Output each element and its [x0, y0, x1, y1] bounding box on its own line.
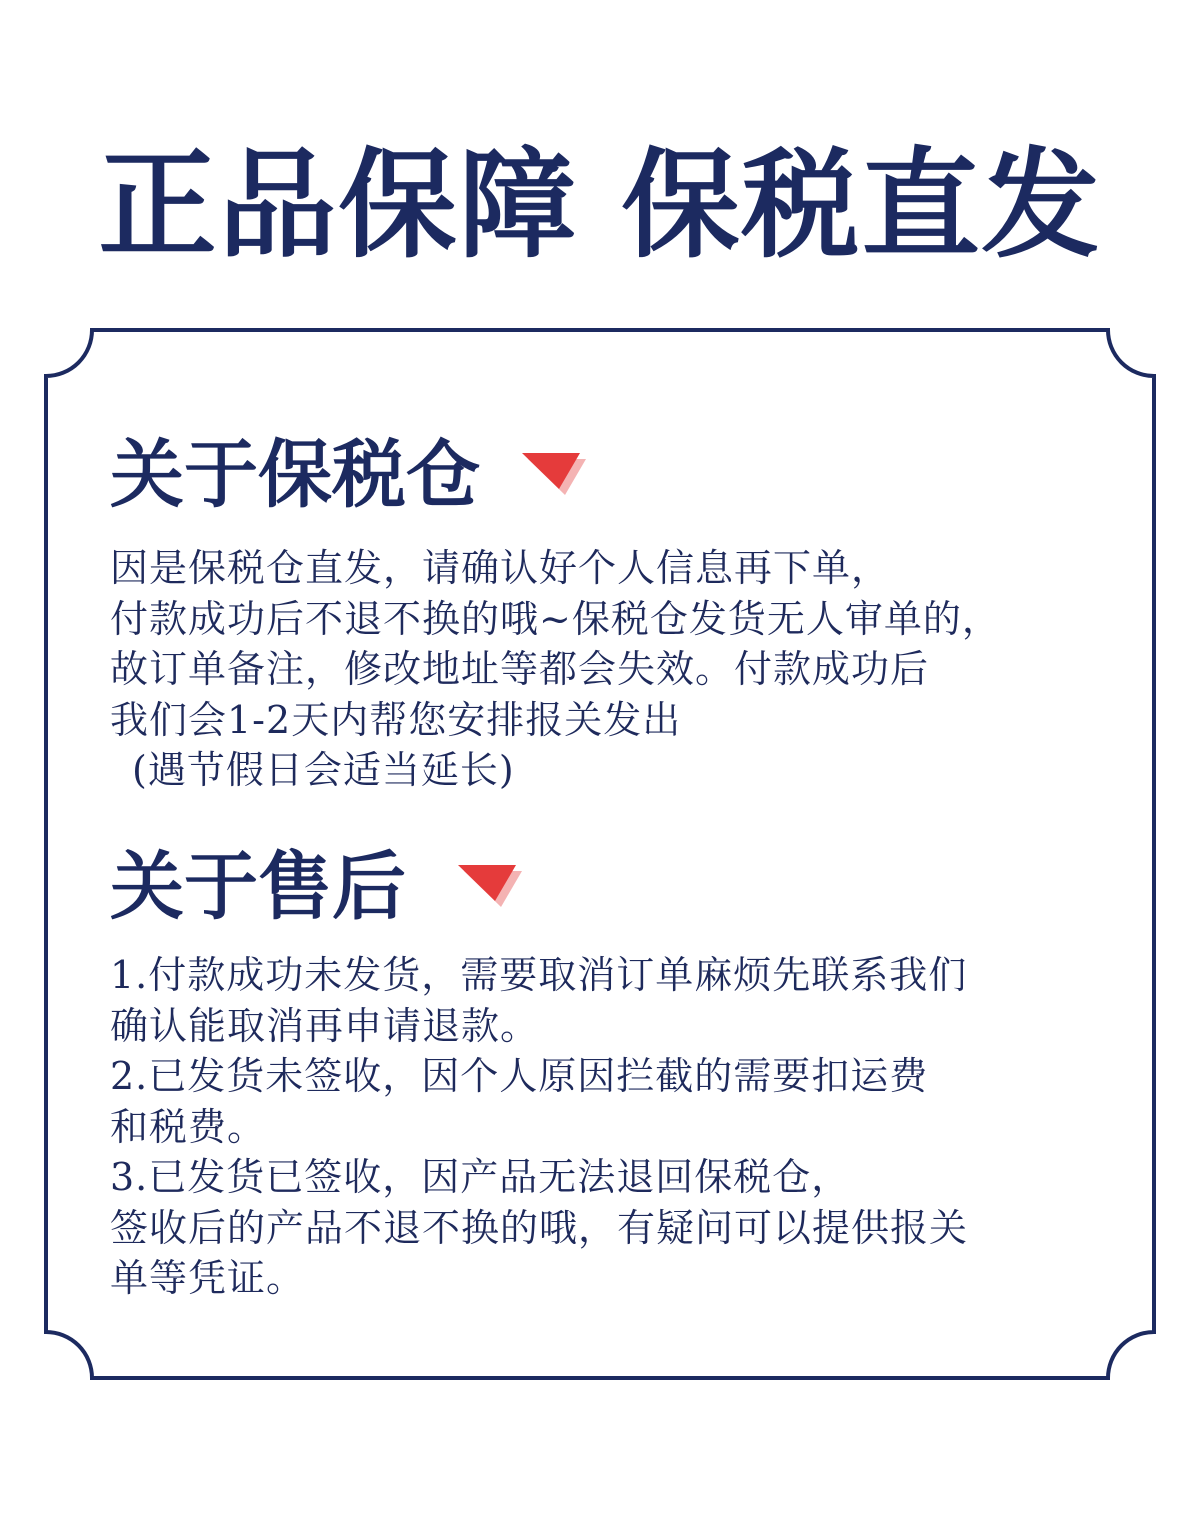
text-line: 2.已发货未签收，因个人原因拦截的需要扣运费 — [110, 1054, 929, 1098]
after-sales-text — [110, 950, 1100, 1304]
text-line: 1.付款成功未发货，需要取消订单麻烦先联系我们 — [110, 953, 968, 997]
text-line: 因是保税仓直发，请确认好个人信息再下单， — [110, 546, 891, 590]
text-line: 和税费。 — [110, 1104, 267, 1149]
section-heading-bonded-warehouse — [110, 430, 590, 520]
section-heading-after-sales — [110, 842, 526, 932]
red-triangle-marker-icon — [456, 863, 526, 911]
page-title: 正品保障 保税直发 — [98, 135, 1102, 274]
section-heading-label: 关于售后 — [110, 844, 406, 930]
text-line: 我们会1-2天内帮您安排报关发出 — [110, 697, 682, 742]
bonded-warehouse-text — [110, 543, 1100, 796]
text-line: 故订单备注，修改地址等都会失效。付款成功后 — [110, 647, 930, 691]
text-line: 单等凭证。 — [110, 1256, 306, 1300]
text-line: 确认能取消再申请退款。 — [110, 1003, 540, 1048]
text-line: 签收后的产品不退不换的哦，有疑问可以提供报关 — [110, 1205, 969, 1250]
text-line: 3.已发货已签收，因产品无法退回保税仓， — [110, 1155, 851, 1199]
section-heading-label: 关于保税仓 — [110, 432, 480, 518]
text-line: (遇节假日会适当延长) — [132, 748, 515, 792]
red-triangle-marker-icon — [520, 451, 590, 499]
text-line: 付款成功后不退不换的哦~保税仓发货无人审单的， — [110, 596, 1001, 641]
